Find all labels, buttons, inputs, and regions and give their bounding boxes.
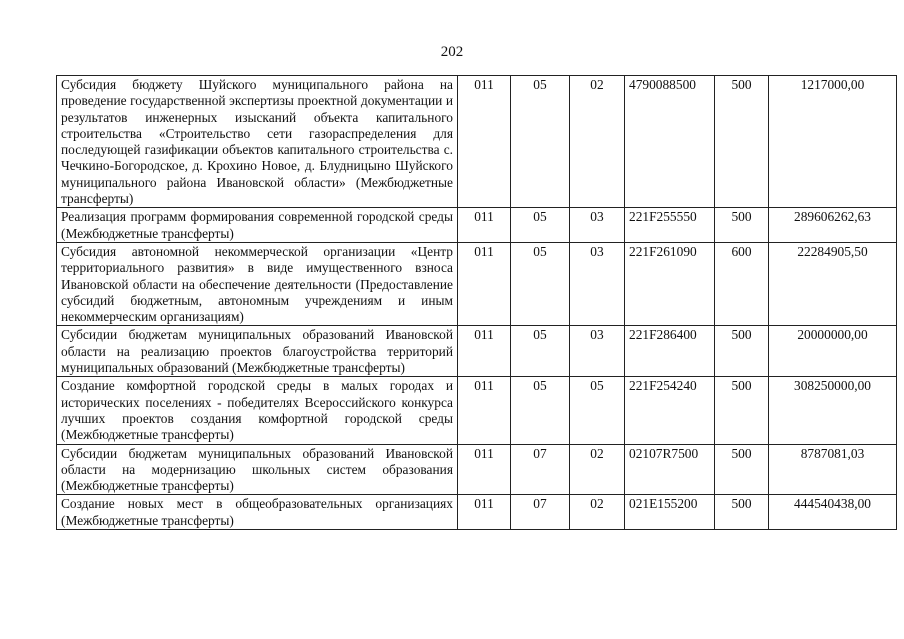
subsection-code-cell: 03 bbox=[570, 208, 625, 243]
expense-name-cell: Субсидии бюджетам муниципальных образований Ивановской области на модернизацию школьных систем образования (Межбюджетные трансферты) bbox=[57, 444, 458, 495]
table-row bbox=[57, 495, 897, 530]
amount-cell: 20000000,00 bbox=[769, 326, 897, 377]
section-code-cell: 05 bbox=[511, 208, 570, 243]
page-number: 202 bbox=[440, 44, 464, 60]
target-article-cell: 4790088500 bbox=[625, 76, 715, 208]
subsection-code-cell: 02 bbox=[570, 495, 625, 530]
expense-type-cell: 600 bbox=[715, 242, 769, 325]
section-code-cell: 05 bbox=[511, 326, 570, 377]
section-code-cell: 05 bbox=[511, 377, 570, 444]
budget-table bbox=[56, 75, 897, 530]
expense-type-cell: 500 bbox=[715, 326, 769, 377]
expense-type-cell: 500 bbox=[715, 377, 769, 444]
target-article-cell: 02107R7500 bbox=[625, 444, 715, 495]
ministry-code-cell: 011 bbox=[458, 444, 511, 495]
ministry-code-cell: 011 bbox=[458, 326, 511, 377]
expense-name-cell: Реализация программ формирования современной городской среды (Межбюджетные трансферты) bbox=[57, 208, 458, 243]
subsection-code-cell: 02 bbox=[570, 444, 625, 495]
expense-name-cell: Субсидия автономной некоммерческой организации «Центр территориального развития» в виде имущественного взноса Ивановской области на обеспечение деятельности (Предоставление субсидий бюджетным, автономным учреждениям и иным некоммерческим организациям) bbox=[57, 242, 458, 325]
subsection-code-cell: 02 bbox=[570, 76, 625, 208]
expense-name-cell: Создание комфортной городской среды в малых городах и исторических поселениях - победителях Всероссийского конкурса лучших проектов создания комфортной городской среды (Межбюджетные трансферты) bbox=[57, 377, 458, 444]
subsection-code-cell: 05 bbox=[570, 377, 625, 444]
amount-cell: 308250000,00 bbox=[769, 377, 897, 444]
section-code-cell: 07 bbox=[511, 444, 570, 495]
expense-type-cell: 500 bbox=[715, 208, 769, 243]
amount-cell: 8787081,03 bbox=[769, 444, 897, 495]
target-article-cell: 221F261090 bbox=[625, 242, 715, 325]
ministry-code-cell: 011 bbox=[458, 208, 511, 243]
table-row bbox=[57, 326, 897, 377]
section-code-cell: 05 bbox=[511, 242, 570, 325]
ministry-code-cell: 011 bbox=[458, 495, 511, 530]
section-code-cell: 07 bbox=[511, 495, 570, 530]
expense-type-cell: 500 bbox=[715, 76, 769, 208]
table-row bbox=[57, 208, 897, 243]
target-article-cell: 221F255550 bbox=[625, 208, 715, 243]
expense-type-cell: 500 bbox=[715, 444, 769, 495]
expense-name-cell: Создание новых мест в общеобразовательных организациях (Межбюджетные трансферты) bbox=[57, 495, 458, 530]
ministry-code-cell: 011 bbox=[458, 76, 511, 208]
table-row bbox=[57, 76, 897, 208]
ministry-code-cell: 011 bbox=[458, 377, 511, 444]
amount-cell: 22284905,50 bbox=[769, 242, 897, 325]
amount-cell: 444540438,00 bbox=[769, 495, 897, 530]
section-code-cell: 05 bbox=[511, 76, 570, 208]
amount-cell: 1217000,00 bbox=[769, 76, 897, 208]
target-article-cell: 221F286400 bbox=[625, 326, 715, 377]
table-row bbox=[57, 444, 897, 495]
table-row bbox=[57, 377, 897, 444]
expense-type-cell: 500 bbox=[715, 495, 769, 530]
expense-name-cell: Субсидии бюджетам муниципальных образований Ивановской области на реализацию проектов благоустройства территорий муниципальных образований (Межбюджетные трансферты) bbox=[57, 326, 458, 377]
subsection-code-cell: 03 bbox=[570, 242, 625, 325]
ministry-code-cell: 011 bbox=[458, 242, 511, 325]
expense-name-cell: Субсидия бюджету Шуйского муниципального района на проведение государственной экспертизы проектной документации и результатов инженерных изысканий объекта капитального строительства «Строительство сети газораспределения для последующей газификации объектов капитального строительства с. Чечкино-Богородское, д. Крохино Новое, д. Блудницыно Шуйского муниципального района Ивановской области» (Межбюджетные трансферты) bbox=[57, 76, 458, 208]
budget-table-body bbox=[57, 76, 897, 530]
target-article-cell: 021E155200 bbox=[625, 495, 715, 530]
subsection-code-cell: 03 bbox=[570, 326, 625, 377]
amount-cell: 289606262,63 bbox=[769, 208, 897, 243]
table-row bbox=[57, 242, 897, 325]
target-article-cell: 221F254240 bbox=[625, 377, 715, 444]
